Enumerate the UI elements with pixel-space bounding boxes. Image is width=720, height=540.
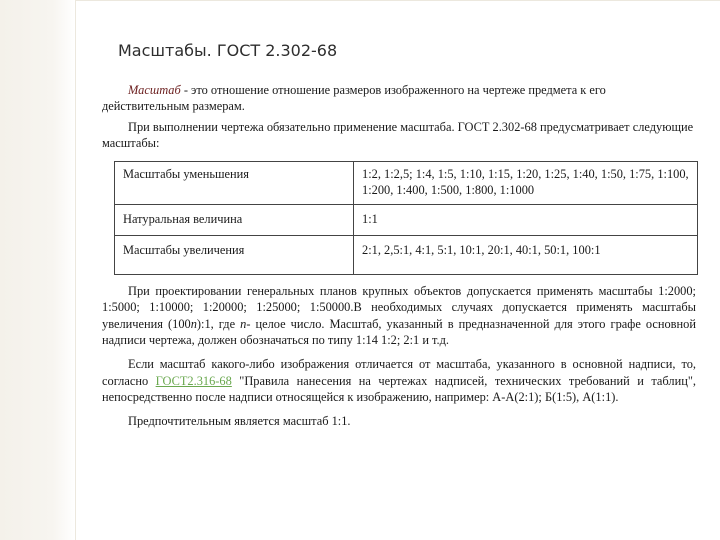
- slide-title: Масштабы. ГОСТ 2.302-68: [118, 41, 338, 60]
- preferred-scale-paragraph: Предпочтительным является масштаб 1:1.: [128, 414, 351, 429]
- scale-values-cell: 2:1, 2,5:1, 4:1, 5:1, 10:1, 20:1, 40:1, 50:1, 100:1: [354, 236, 698, 275]
- definition-term: Масштаб: [128, 83, 181, 97]
- scale-type-cell: Масштабы увеличения: [115, 236, 354, 275]
- design-n-2: n: [240, 316, 247, 331]
- definition-text: - это отношение отношение размеров изображенного на чертеже предмета к его действительным размерам.: [102, 83, 606, 114]
- slide-content: [102, 82, 696, 430]
- definition-paragraph: [102, 82, 696, 115]
- table-row: [115, 205, 698, 236]
- design-n-1: n: [190, 316, 197, 331]
- difference-text-2: "Правила нанесения на чертежах надписей, технических требований и таблиц", непосредственно после надписи относящейся к изображению, например: А-А(2:1); Б(1:5), А(1:1).: [102, 373, 696, 404]
- gost-2-316-link[interactable]: ГОСТ2.316-68: [155, 373, 232, 388]
- design-text-2: ):1, где: [196, 316, 241, 331]
- scale-values-cell: 1:2, 1:2,5; 1:4, 1:5, 1:10, 1:15, 1:20, 1:25, 1:40, 1:50, 1:75, 1:100, 1:200, 1:400, 1:500, 1:800, 1:1000: [354, 162, 698, 205]
- decorative-top-line: [75, 0, 720, 1]
- intro-paragraph: При выполнении чертежа обязательно применение масштаба. ГОСТ 2.302-68 предусматривает следующие масштабы:: [102, 119, 694, 150]
- table-row: [115, 162, 698, 205]
- design-text-3: - целое число. Масштаб, указанный в предназначенной для этого графе основной надписи чертежа, должен обозначаться по типу 1:14 1:2; 2:1 и т.д.: [102, 316, 696, 348]
- table-row: [115, 236, 698, 275]
- design-paragraph: [102, 283, 696, 348]
- scale-type-cell: Масштабы уменьшения: [115, 162, 354, 205]
- scale-type-cell: Натуральная величина: [115, 205, 354, 236]
- difference-text-1: Если масштаб какого-либо изображения отличается от масштаба, указанного в основной надписи, то, согласно: [102, 357, 696, 388]
- design-text-1: При проектировании генеральных планов крупных объектов допускается применять масштабы 1:2000; 1:5000; 1:10000; 1:20000; 1:25000; 1:50000.В необходимых случаях допускается применять масштабы увеличения (100: [102, 284, 696, 331]
- scales-table: [114, 161, 698, 275]
- scale-values-cell: 1:1: [354, 205, 698, 236]
- difference-paragraph: [102, 356, 696, 405]
- decorative-side-panel: [0, 0, 76, 540]
